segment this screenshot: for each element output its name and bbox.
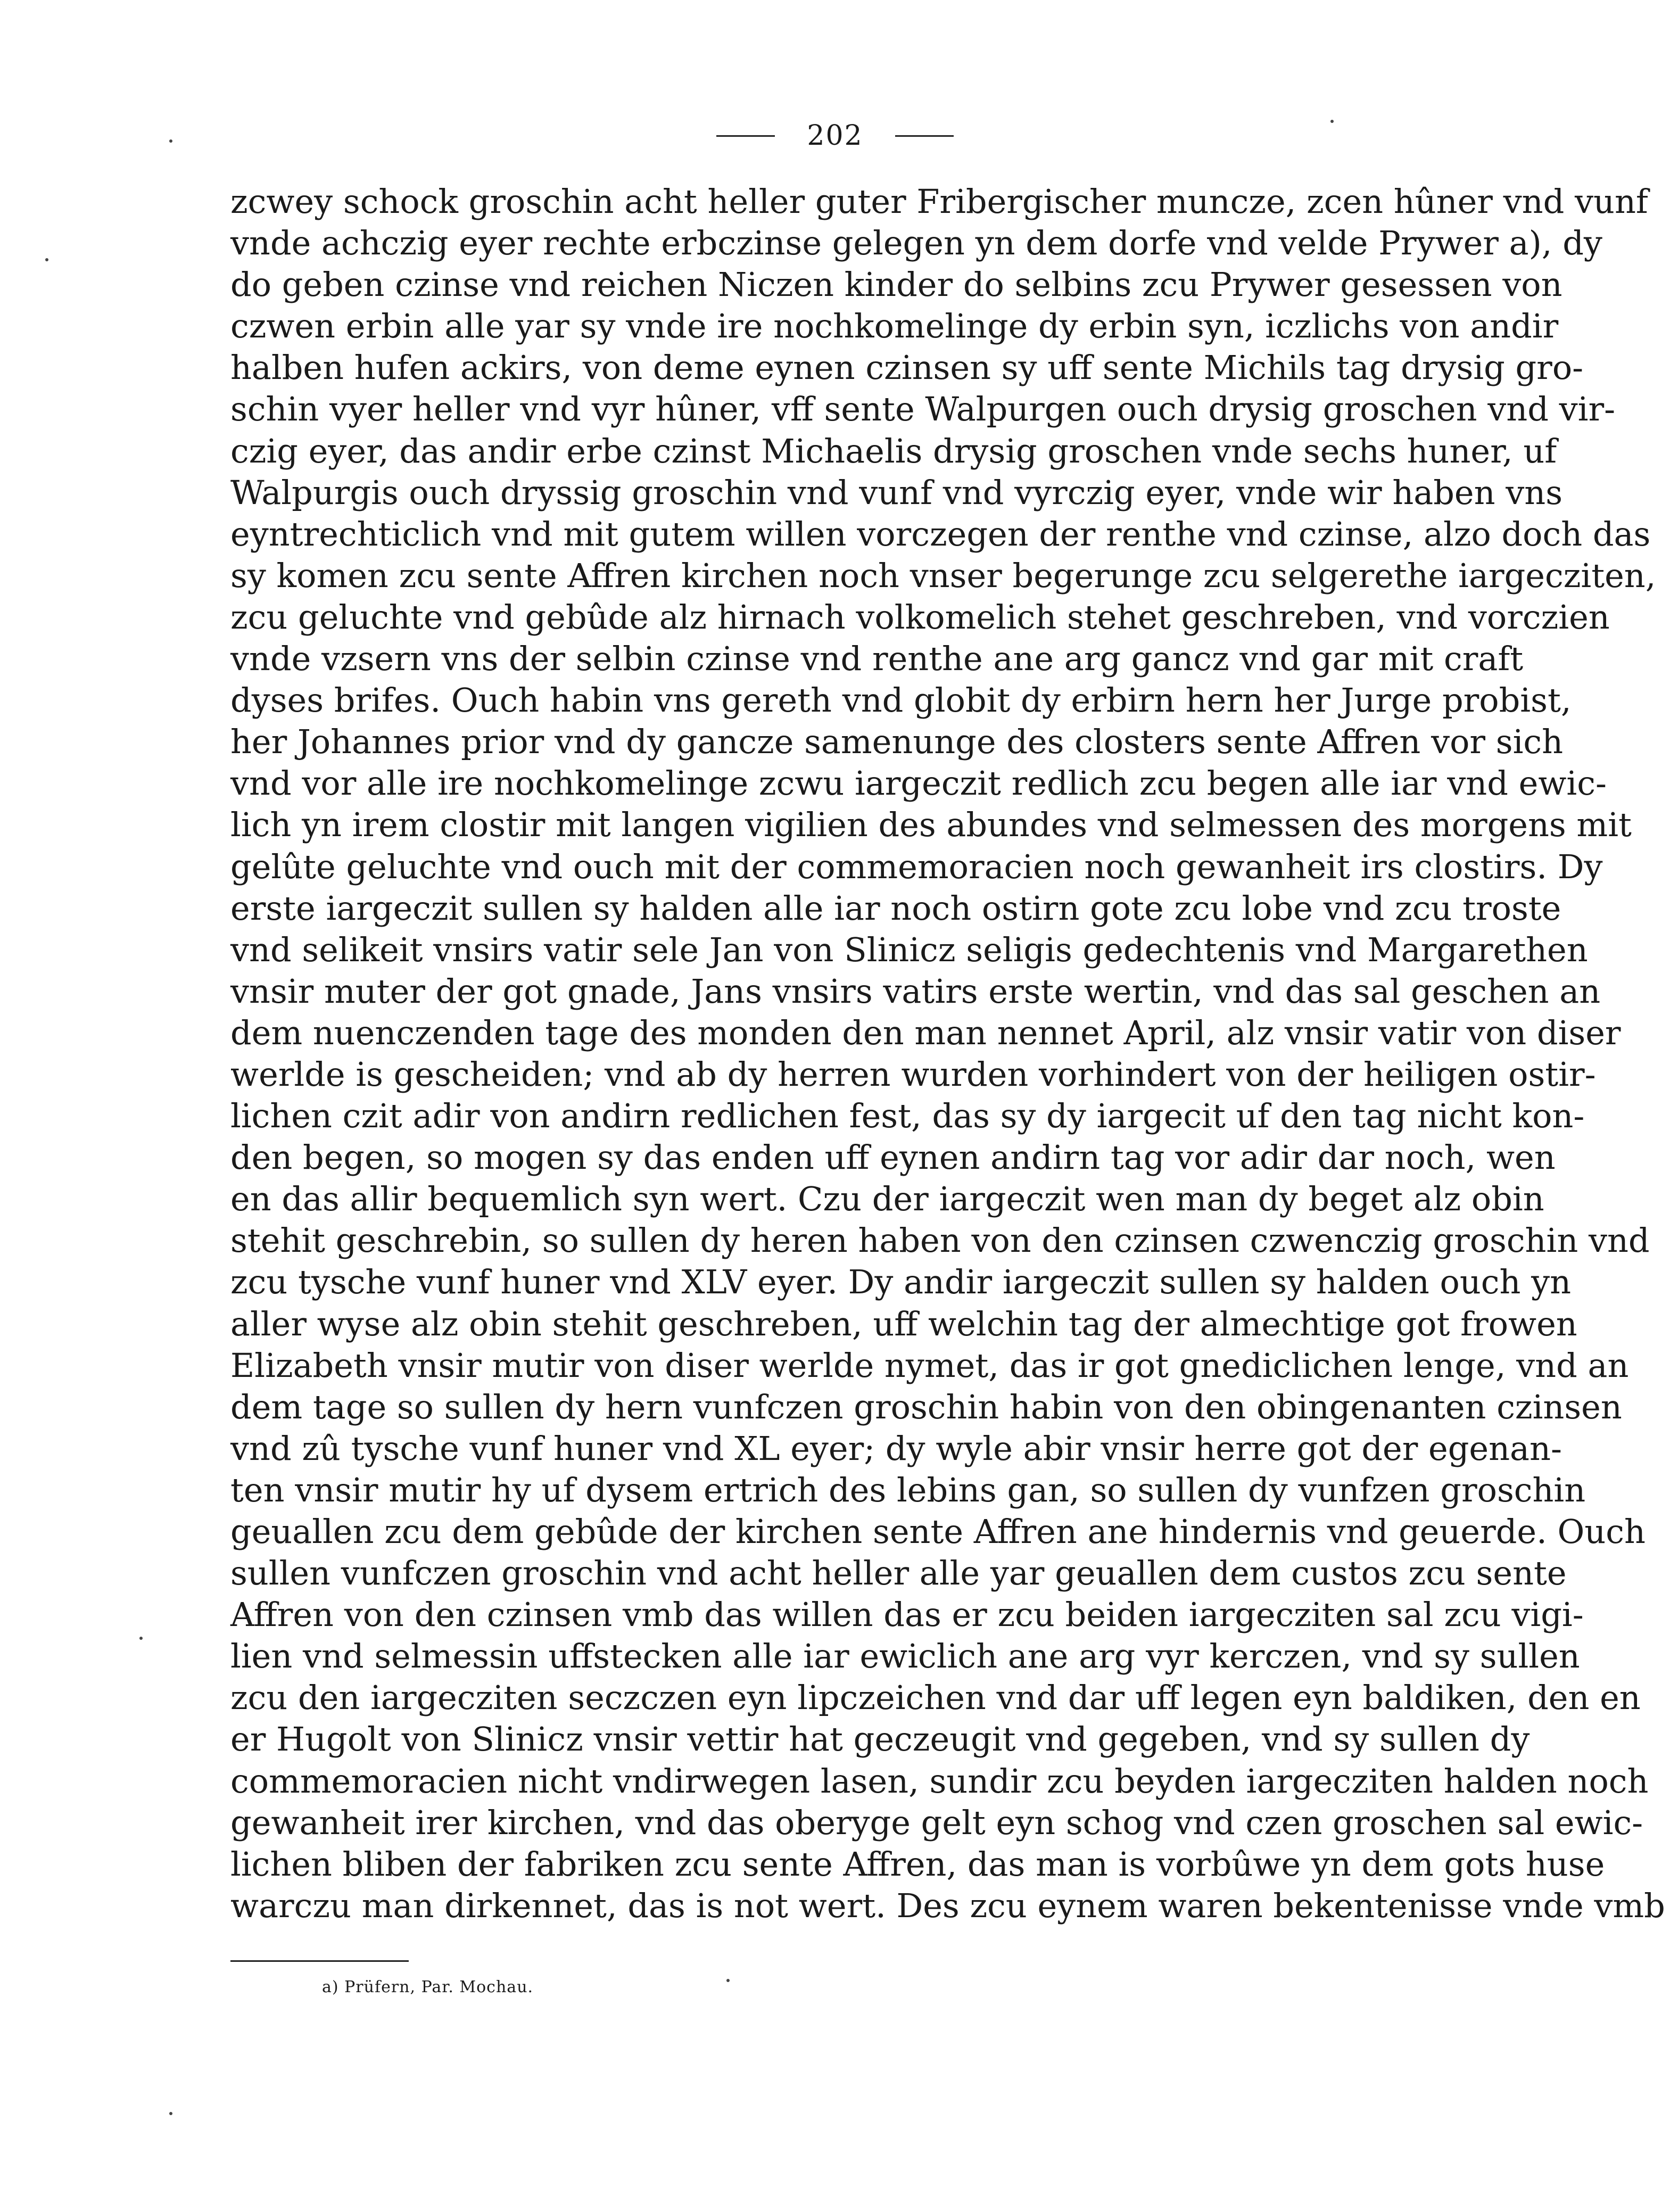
text-line: sullen vunfczen groschin vnd acht heller alle yar geuallen dem custos zcu sente bbox=[230, 1554, 1567, 1593]
text-line: werlde is gescheiden; vnd ab dy herren wurden vorhindert von der heiligen ostir- bbox=[230, 1054, 1596, 1094]
text-line: vnd zû tysche vunf huner vnd XL eyer; dy wyle abir vnsir herre got der egenan- bbox=[230, 1429, 1562, 1468]
text-line: erste iargeczit sullen sy halden alle iar noch ostirn gote zcu lobe vnd zcu troste bbox=[230, 888, 1561, 928]
text-line: vnd vor alle ire nochkomelinge zcwu iargeczit redlich zcu begen alle iar vnd ewic- bbox=[230, 764, 1607, 803]
text-line: commemoracien nicht vndirwegen lasen, sundir zcu beyden iargecziten halden noch bbox=[230, 1761, 1649, 1801]
header-rule-right bbox=[895, 135, 954, 137]
body-text bbox=[230, 181, 1665, 1927]
text-line: eyntrechticlich vnd mit gutem willen vorczegen der renthe vnd czinse, alzo doch das bbox=[230, 514, 1651, 554]
text-line: en das allir bequemlich syn wert. Czu der iargeczit wen man dy beget alz obin bbox=[230, 1179, 1544, 1219]
text-line: warczu man dirkennet, das is not wert. Des zcu eynem waren bekentenisse vnde vmb bbox=[230, 1886, 1665, 1925]
text-line: lichen bliben der fabriken zcu sente Affren, das man is vorbûwe yn dem gots huse bbox=[230, 1844, 1605, 1884]
text-line: zcu geluchte vnd gebûde alz hirnach volkomelich stehet geschreben, vnd vorczien bbox=[230, 597, 1610, 637]
scan-speck bbox=[139, 1637, 143, 1640]
text-line: Affren von den czinsen vmb das willen das er zcu beiden iargecziten sal zcu vigi- bbox=[230, 1595, 1584, 1635]
text-line: lich yn irem clostir mit langen vigilien des abundes vnd selmessen des morgens mit bbox=[230, 805, 1632, 845]
header-rule-left bbox=[716, 135, 775, 137]
text-line: gewanheit irer kirchen, vnd das oberyge gelt eyn schog vnd czen groschen sal ewic- bbox=[230, 1803, 1643, 1842]
text-line: dem nuenczenden tage des monden den man nennet April, alz vnsir vatir von diser bbox=[230, 1013, 1621, 1052]
text-line: vnd selikeit vnsirs vatir sele Jan von Slinicz seligis gedechtenis vnd Margarethen bbox=[230, 930, 1588, 969]
scan-speck bbox=[169, 139, 172, 143]
text-line: do geben czinse vnd reichen Niczen kinder do selbins zcu Prywer gesessen von bbox=[230, 265, 1562, 304]
text-line: Walpurgis ouch dryssig groschin vnd vunf vnd vyrczig eyer, vnde wir haben vns bbox=[230, 473, 1563, 512]
scan-speck bbox=[169, 2112, 172, 2115]
text-line: schin vyer heller vnd vyr hûner, vff sente Walpurgen ouch drysig groschen vnd vir- bbox=[230, 390, 1616, 429]
text-line: halben hufen ackirs, von deme eynen czinsen sy uff sente Michils tag drysig gro- bbox=[230, 348, 1584, 387]
footnote-rule bbox=[230, 1960, 409, 1962]
text-line: er Hugolt von Slinicz vnsir vettir hat geczeugit vnd gegeben, vnd sy sullen dy bbox=[230, 1720, 1530, 1759]
text-line: zcu tysche vunf huner vnd XLV eyer. Dy andir iargeczit sullen sy halden ouch yn bbox=[230, 1262, 1572, 1302]
page-number: 202 bbox=[807, 120, 863, 152]
footnote: a) Prüfern, Par. Mochau. bbox=[322, 1978, 534, 1996]
scan-speck bbox=[726, 1979, 730, 1982]
text-line: geuallen zcu dem gebûde der kirchen sente Affren ane hindernis vnd geuerde. Ouch bbox=[230, 1512, 1646, 1551]
text-line: stehit geschrebin, so sullen dy heren haben von den czinsen czwenczig groschin vnd bbox=[230, 1221, 1650, 1260]
text-line: sy komen zcu sente Affren kirchen noch vnser begerunge zcu selgerethe iargecziten, bbox=[230, 556, 1656, 595]
text-line: dem tage so sullen dy hern vunfczen groschin habin von den obingenanten czinsen bbox=[230, 1387, 1622, 1426]
text-line: lien vnd selmessin uffstecken alle iar ewiclich ane arg vyr kerczen, vnd sy sullen bbox=[230, 1637, 1580, 1676]
text-line: lichen czit adir von andirn redlichen fest, das sy dy iargecit uf den tag nicht kon- bbox=[230, 1096, 1585, 1136]
page-header bbox=[0, 112, 1670, 160]
text-line: zcwey schock groschin acht heller guter Fribergischer muncze, zcen hûner vnd vunf bbox=[230, 182, 1648, 221]
text-line: Elizabeth vnsir mutir von diser werlde nymet, das ir got gnediclichen lenge, vnd an bbox=[230, 1346, 1629, 1385]
scan-speck bbox=[45, 258, 48, 261]
text-line: her Johannes prior vnd dy gancze samenunge des closters sente Affren vor sich bbox=[230, 722, 1564, 762]
text-line: vnde vzsern vns der selbin czinse vnd renthe ane arg gancz vnd gar mit craft bbox=[230, 639, 1524, 679]
text-line: vnde achczig eyer rechte erbczinse gelegen yn dem dorfe vnd velde Prywer a), dy bbox=[230, 224, 1602, 263]
text-line: aller wyse alz obin stehit geschreben, uff welchin tag der almechtige got frowen bbox=[230, 1304, 1577, 1343]
text-line: zcu den iargecziten seczczen eyn lipczeichen vnd dar uff legen eyn baldiken, den en bbox=[230, 1678, 1641, 1718]
text-line: den begen, so mogen sy das enden uff eynen andirn tag vor adir dar noch, wen bbox=[230, 1138, 1556, 1177]
text-line: gelûte geluchte vnd ouch mit der commemoracien noch gewanheit irs clostirs. Dy bbox=[230, 847, 1603, 886]
text-line: dyses brifes. Ouch habin vns gereth vnd globit dy erbirn hern her Jurge probist, bbox=[230, 681, 1572, 720]
text-line: ten vnsir mutir hy uf dysem ertrich des lebins gan, so sullen dy vunfzen groschin bbox=[230, 1470, 1586, 1509]
scan-speck bbox=[1330, 120, 1334, 123]
text-line: czig eyer, das andir erbe czinst Michaelis drysig groschen vnde sechs huner, uf bbox=[230, 431, 1557, 471]
text-line: vnsir muter der got gnade, Jans vnsirs vatirs erste wertin, vnd das sal geschen an bbox=[230, 971, 1601, 1011]
text-line: czwen erbin alle yar sy vnde ire nochkomelinge dy erbin syn, iczlichs von andir bbox=[230, 307, 1559, 346]
